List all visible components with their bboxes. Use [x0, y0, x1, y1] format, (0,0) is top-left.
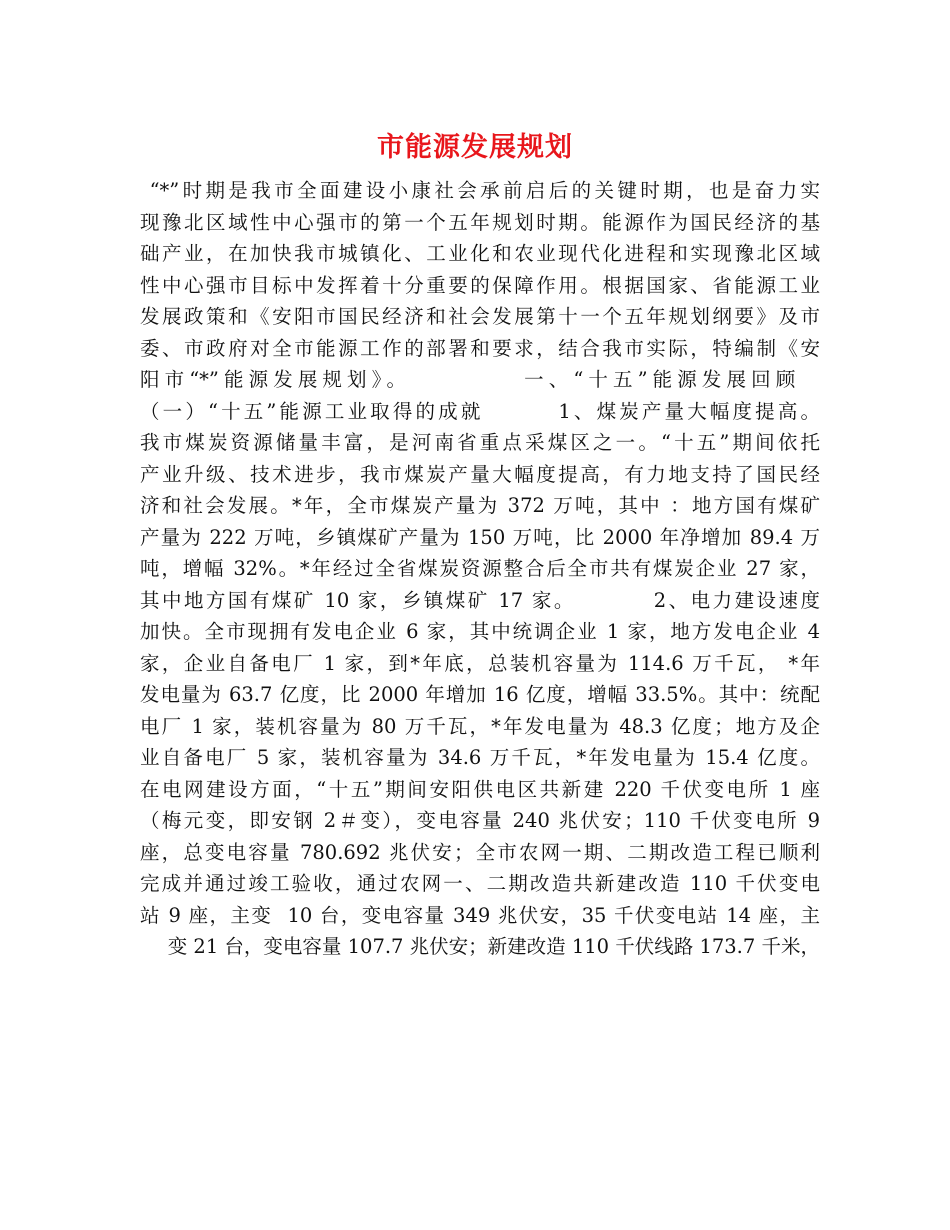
body-line: 其中地方国有煤矿 10 家，乡镇煤矿 17 家。 2、电力建设速度: [140, 588, 820, 612]
body-line: 在电网建设方面，“十五”期间安阳供电区共新建 220 千伏变电所 1 座: [140, 777, 820, 801]
body-line: 础产业，在加快我市城镇化、工业化和农业现代化进程和实现豫北区域: [140, 242, 820, 265]
body-line: 业自备电厂 5 家，装机容量为 34.6 万千瓦，*年发电量为 15.4 亿度。: [140, 746, 820, 769]
body-line: 济和社会发展。*年，全市煤炭产量为 372 万吨，其中 ：地方国有煤矿: [140, 494, 820, 517]
body-line: 性中心强市目标中发挥着十分重要的保障作用。根据国家、省能源工业: [140, 273, 820, 297]
body-line: 电厂 1 家，装机容量为 80 万千瓦，*年发电量为 48.3 亿度；地方及企: [140, 714, 820, 738]
body-line: （梅元变，即安钢 2＃变），变电容量 240 兆伏安；110 千伏变电所 9: [140, 809, 820, 832]
body-line: 站 9 座，主变 10 台，变电容量 349 兆伏安，35 千伏变电站 14 座，主: [140, 903, 820, 927]
body-line: 产量为 222 万吨，乡镇煤矿产量为 150 万吨，比 2000 年净增加 89.4 万: [140, 525, 820, 549]
body-line: 座，总变电容量 780.692 兆伏安；全市农网一期、二期改造工程已顺利: [140, 840, 820, 864]
body-line: “*”时期是我市全面建设小康社会承前启后的关键时期，也是奋力实: [140, 179, 820, 202]
body-line: 阳市“*”能源发展规划》。 一、“十五”能源发展回顾: [140, 368, 820, 391]
body-line: 发展政策和《安阳市国民经济和社会发展第十一个五年规划纲要》及市: [140, 305, 820, 328]
body-line: 家，企业自备电厂 1 家，到*年底，总装机容量为 114.6 万千瓦， *年: [140, 651, 820, 675]
body-line: 完成并通过竣工验收，通过农网一、二期改造共新建改造 110 千伏变电: [140, 872, 820, 895]
body-line: （一）“十五”能源工业取得的成就 1、煤炭产量大幅度提高。: [140, 399, 820, 423]
body-line: 我市煤炭资源储量丰富，是河南省重点采煤区之一。“十五”期间依托: [140, 431, 820, 454]
document-title: 市能源发展规划: [377, 132, 573, 163]
body-line: 产业升级、技术进步，我市煤炭产量大幅度提高，有力地支持了国民经: [140, 462, 820, 486]
body-line: 加快。全市现拥有发电企业 6 家，其中统调企业 1 家，地方发电企业 4: [140, 620, 820, 643]
body-line: 委、市政府对全市能源工作的部署和要求，结合我市实际，特编制《安: [140, 336, 820, 360]
body-line: 变 21 台，变电容量 107.7 兆伏安；新建改造 110 千伏线路 173.7 千米，: [167, 935, 820, 958]
document-body: [140, 175, 820, 963]
body-line: 吨，增幅 32%。*年经过全省煤炭资源整合后全市共有煤炭企业 27 家，: [140, 557, 820, 580]
body-line: 发电量为 63.7 亿度，比 2000 年增加 16 亿度，增幅 33.5%。其中：统配: [140, 683, 820, 706]
body-line: 现豫北区域性中心强市的第一个五年规划时期。能源作为国民经济的基: [140, 210, 820, 234]
